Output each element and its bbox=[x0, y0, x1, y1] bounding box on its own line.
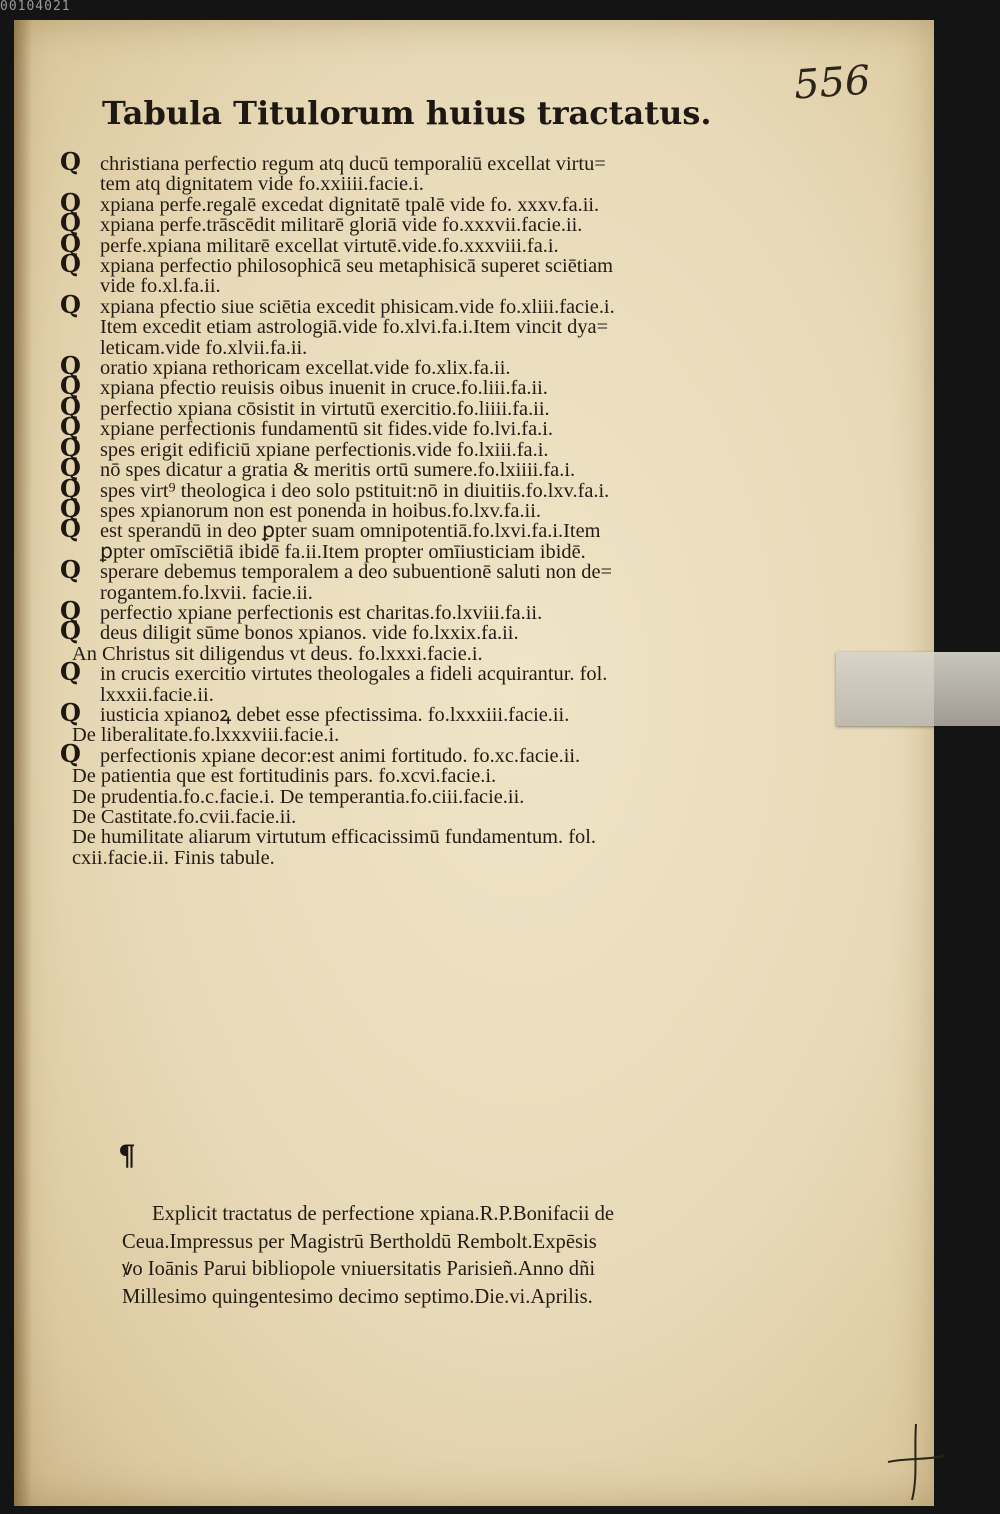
entry-mark: Q bbox=[60, 657, 81, 687]
list-item bbox=[60, 208, 760, 238]
entry-text: xpiane perfectionis fundamentū sit fides.vide fo.lvi.fa.i. bbox=[100, 418, 553, 441]
entry-text: De humilitate aliarum virtutum efficacissimū fundamentum. fol. cxii.facie.ii. Finis tabule. bbox=[72, 826, 596, 869]
page-title: Tabula Titulorum huius tractatus. bbox=[102, 94, 712, 132]
folio-number: 556 bbox=[792, 57, 872, 109]
entry-mark: Q bbox=[60, 147, 81, 176]
list-item bbox=[60, 432, 760, 462]
list-item bbox=[60, 787, 760, 807]
list-item bbox=[60, 453, 760, 483]
entry-text: spes virt⁹ theologica i deo solo pstituit:nō in diuitiis.fo.lxv.fa.i. bbox=[100, 479, 610, 502]
entry-text: perfe.xpiana militarē excellat virtutē.vide.fo.xxxviii.fa.i. bbox=[100, 234, 559, 257]
entry-mark: Q bbox=[60, 493, 81, 523]
entry-text: xpiana pfectio reuisis oibus inuenit in cruce.fo.liii.fa.ii. bbox=[100, 377, 548, 400]
entry-text: An Christus sit diligendus vt deus. fo.lxxxi.facie.i. bbox=[72, 642, 483, 665]
entry-mark: Q bbox=[60, 391, 81, 421]
list-item bbox=[60, 473, 760, 503]
list-item bbox=[60, 807, 760, 827]
list-item bbox=[60, 725, 760, 745]
entry-text: xpiana pfectio siue sciētia excedit phisicam.vide fo.xliii.facie.i. Item excedit etiam astrologiā.vide fo.xlvi.fa.i.Item vincit dya= leticam.vide fo.xlvii.fa.ii. bbox=[100, 295, 615, 359]
entry-mark: Q bbox=[60, 432, 81, 462]
entry-mark: Q bbox=[60, 289, 81, 319]
entry-text: oratio xpiana rethoricam excellat.vide fo.xlix.fa.ii. bbox=[100, 357, 511, 380]
colophon-text: Explicit tractatus de perfectione xpiana.R.P.Bonifacii de Ceua.Impressus per Magistrū Bertholdū Rembolt.Expēsis ꝟo Ioānis Parui bibliopole vniuersitatis Parisieñ.Anno dñi Millesimo quingentesimo decimo septimo.Die.vi.Aprilis. bbox=[122, 1203, 615, 1308]
book-page bbox=[14, 20, 934, 1506]
list-item bbox=[60, 391, 760, 421]
entry-text: De prudentia.fo.c.facie.i. De temperantia.fo.ciii.facie.ii. bbox=[72, 785, 525, 808]
list-item bbox=[60, 249, 760, 298]
archive-id: 00104021 bbox=[0, 0, 71, 14]
list-item bbox=[60, 697, 760, 727]
list-item bbox=[60, 493, 760, 523]
table-of-titles bbox=[60, 147, 760, 869]
entry-text: xpiana perfectio philosophicā seu metaphisicā superet sciētiam vide fo.xl.fa.ii. bbox=[100, 255, 613, 298]
entry-mark: Q bbox=[60, 616, 81, 646]
list-item bbox=[60, 595, 760, 625]
entry-text: nō spes dicatur a gratia & meritis ortū sumere.fo.lxiiii.fa.i. bbox=[100, 459, 576, 482]
entry-text: in crucis exercitio virtutes theologales a fideli acquirantur. fol. lxxxii.facie.ii. bbox=[100, 663, 608, 706]
entry-text: christiana perfectio regum atq ducū temporaliū excellat virtu= tem atq dignitatem vide fo.xxiiii.facie.i. bbox=[100, 153, 606, 196]
paper-tab-marker bbox=[836, 652, 936, 726]
entry-mark: Q bbox=[60, 453, 81, 483]
entry-text: De liberalitate.fo.lxxxviii.facie.i. bbox=[72, 724, 340, 747]
entry-text: sperare debemus temporalem a deo subuentionē saluti non de= rogantem.fo.lxvii. facie.ii. bbox=[100, 561, 613, 604]
list-item bbox=[60, 371, 760, 401]
list-item bbox=[60, 555, 760, 604]
entry-mark: Q bbox=[60, 473, 81, 503]
entry-text: iusticia xpianoꝝ debet esse pfectissima. fo.lxxxiii.facie.ii. bbox=[100, 703, 570, 726]
list-item bbox=[60, 657, 760, 706]
entry-text: xpiana perfe.regalē excedat dignitatē tpalē vide fo. xxxv.fa.ii. bbox=[100, 193, 600, 216]
list-item bbox=[60, 738, 760, 768]
list-item bbox=[60, 351, 760, 381]
list-item bbox=[60, 644, 760, 664]
margin-cross-mark bbox=[886, 1422, 946, 1502]
list-item bbox=[60, 289, 760, 359]
entry-mark: Q bbox=[60, 208, 81, 238]
list-item bbox=[60, 187, 760, 217]
entry-mark: Q bbox=[60, 228, 81, 258]
entry-mark: Q bbox=[60, 555, 81, 585]
entry-text: perfectionis xpiane decor:est animi fortitudo. fo.xc.facie.ii. bbox=[100, 744, 581, 767]
entry-mark: Q bbox=[60, 249, 81, 279]
entry-text: est sperandū in deo ꝑpter suam omnipotentiā.fo.lxvi.fa.i.Item ꝑpter omīsciētiā ibidē fa.ii.Item propter omīiusticiam ibidē. bbox=[100, 520, 601, 563]
list-item bbox=[60, 147, 760, 196]
entry-text: De patientia que est fortitudinis pars. fo.xcvi.facie.i. bbox=[72, 765, 497, 788]
entry-text: De Castitate.fo.cvii.facie.ii. bbox=[72, 806, 297, 828]
entry-mark: Q bbox=[60, 595, 81, 625]
entry-mark: Q bbox=[60, 697, 81, 727]
entry-text: perfectio xpiana cōsistit in virtutū exercitio.fo.liiii.fa.ii. bbox=[100, 397, 550, 420]
entry-mark: Q bbox=[60, 514, 81, 544]
entry-text: deus diligit sūme bonos xpianos. vide fo.lxxix.fa.ii. bbox=[100, 622, 519, 645]
list-item bbox=[60, 228, 760, 258]
list-item bbox=[60, 827, 760, 868]
list-item bbox=[60, 616, 760, 646]
list-item bbox=[60, 412, 760, 442]
pilcrow-icon: ¶ bbox=[118, 1139, 136, 1172]
entry-mark: Q bbox=[60, 351, 81, 381]
entry-mark: Q bbox=[60, 371, 81, 401]
entry-text: spes erigit edificiū xpiane perfectionis.vide fo.lxiii.fa.i. bbox=[100, 438, 549, 461]
colophon bbox=[118, 1139, 762, 1339]
entry-mark: Q bbox=[60, 738, 81, 768]
list-item bbox=[60, 766, 760, 786]
entry-mark: Q bbox=[60, 187, 81, 217]
entry-mark: Q bbox=[60, 412, 81, 442]
list-item bbox=[60, 514, 760, 563]
entry-text: spes xpianorum non est ponenda in hoibus.fo.lxv.fa.ii. bbox=[100, 499, 541, 522]
paper-tab-outer bbox=[934, 652, 1000, 726]
entry-text: xpiana perfe.trāscēdit militarē gloriā vide fo.xxxvii.facie.ii. bbox=[100, 214, 583, 237]
entry-text: perfectio xpiane perfectionis est charitas.fo.lxviii.fa.ii. bbox=[100, 601, 543, 624]
